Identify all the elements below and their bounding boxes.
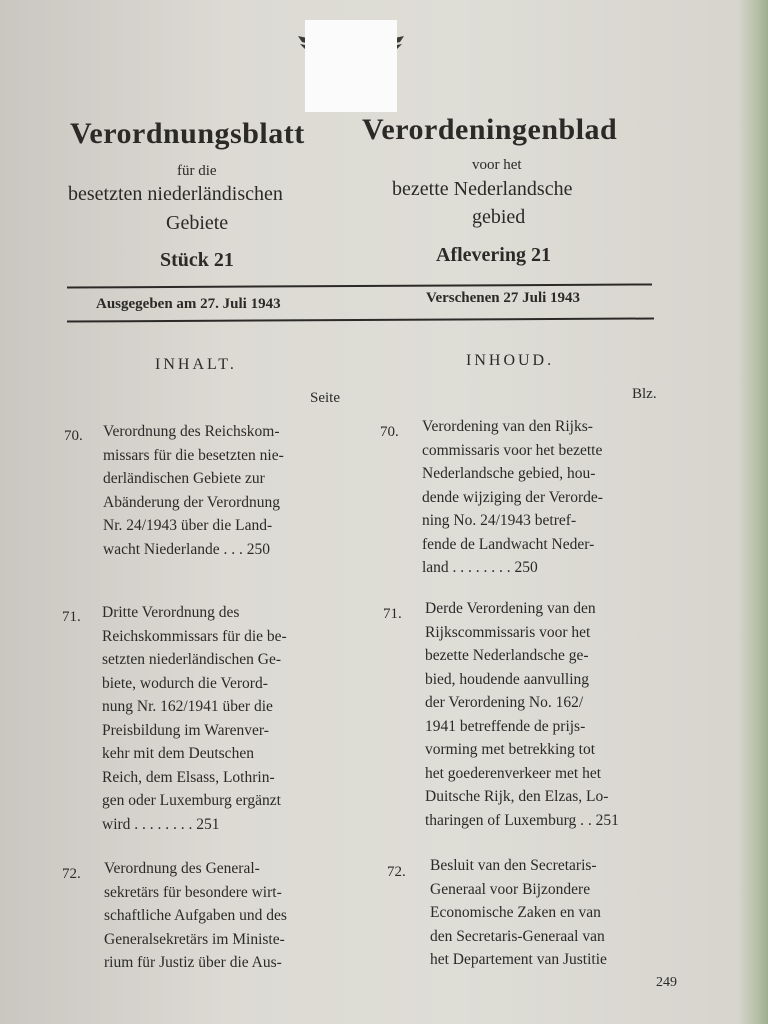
entry-line: het Departement van Justitie — [430, 951, 607, 968]
issue-dutch: Aflevering 21 — [436, 244, 551, 266]
entry-text-de — [103, 420, 347, 561]
entry-line: Besluit van den Secretaris- — [430, 857, 597, 874]
entry-line: land . . . . . . . . 250 — [422, 559, 538, 576]
entry-line: Duitsche Rijk, den Elzas, Lo- — [425, 788, 609, 805]
entry-line: derländischen Gebiete zur — [103, 470, 265, 487]
entry-line: wird . . . . . . . . 251 — [102, 815, 220, 833]
region-dutch-line1: bezette Nederlandsche — [392, 178, 573, 200]
entry-text-de — [102, 601, 350, 836]
entry-line: bezette Nederlandsche ge- — [425, 647, 589, 664]
page-edge — [738, 0, 768, 1024]
entry-line: Generalsekretärs im Ministe- — [104, 930, 285, 948]
region-german-line2: Gebiete — [166, 212, 229, 234]
entry-text-nl — [422, 415, 688, 580]
entry-line: commissaris voor het bezette — [422, 441, 603, 459]
entry-line: gen oder Luxemburg ergänzt — [102, 792, 281, 809]
contents-heading-dutch: INHOUD. — [466, 352, 555, 369]
page-label-german: Seite — [310, 390, 340, 406]
entry-line: wacht Niederlande . . . 250 — [103, 540, 270, 558]
entry-line: Abänderung der Verordnung — [103, 493, 281, 511]
entry-line: Reichskommissars für die be- — [102, 627, 287, 645]
entry-number-nl: 70. — [380, 424, 399, 440]
page-number: 249 — [656, 975, 677, 990]
entry-line: missars für die besetzten nie- — [103, 446, 284, 464]
title-dutch: Verordeningenblad — [362, 113, 618, 146]
entry-number-de: 70. — [64, 428, 83, 444]
entry-line: bied, houdende aanvulling — [425, 670, 589, 688]
entry-line: het goederenverkeer met het — [425, 764, 602, 782]
entry-line: nung Nr. 162/1941 über die — [102, 698, 273, 715]
entry-line: vorming met betrekking tot — [425, 741, 596, 758]
entry-line: Economische Zaken en van — [430, 904, 601, 921]
subtitle-dutch: voor het — [472, 157, 522, 173]
entry-line: fende de Landwacht Neder- — [422, 535, 595, 553]
entry-line: sekretärs für besondere wirt- — [104, 883, 282, 901]
entry-line: Rijkscommissaris voor het — [425, 623, 591, 641]
entry-line: dende wijziging der Verorde- — [422, 488, 603, 506]
entry-line: der Verordening No. 162/ — [425, 694, 584, 711]
contents-heading-german: INHALT. — [155, 356, 237, 373]
page-label-dutch: Blz. — [632, 386, 657, 402]
entry-line: 1941 betreffende de prijs- — [425, 717, 586, 735]
region-dutch-line2: gebied — [472, 206, 526, 228]
date-dutch: Verschenen 27 Juli 1943 — [426, 290, 581, 306]
entry-text-nl — [430, 854, 692, 972]
entry-line: ning No. 24/1943 betref- — [422, 512, 577, 529]
entry-line: schaftliche Aufgaben und des — [104, 907, 287, 924]
entry-line: setzten niederländischen Ge- — [102, 651, 282, 668]
issue-german: Stück 21 — [160, 249, 234, 271]
entry-line: kehr mit dem Deutschen — [102, 745, 254, 762]
subtitle-german: für die — [177, 163, 217, 179]
entry-line: tharingen of Luxemburg . . 251 — [425, 811, 619, 829]
entry-text-nl — [425, 597, 687, 832]
entry-number-nl: 72. — [387, 864, 406, 880]
entry-line: Verordening van den Rijks- — [422, 418, 593, 435]
entry-line: biete, wodurch die Verord- — [102, 674, 268, 692]
region-german-line1: besetzten niederländischen — [68, 183, 283, 205]
entry-line: Nederlandsche gebied, hou- — [422, 465, 596, 482]
entry-line: Verordnung des General- — [104, 860, 260, 877]
entry-number-de: 72. — [62, 866, 81, 882]
date-german: Ausgegeben am 27. Juli 1943 — [96, 296, 281, 312]
redaction-box — [305, 20, 397, 112]
title-german: Verordnungsblatt — [70, 117, 305, 150]
entry-number-de: 71. — [62, 609, 81, 625]
entry-line: Generaal voor Bijzondere — [430, 880, 591, 898]
entry-line: Derde Verordening van den — [425, 600, 596, 617]
entry-line: den Secretaris-Generaal van — [430, 927, 605, 945]
entry-line: Dritte Verordnung des — [102, 604, 240, 621]
entry-line: Preisbildung im Warenver- — [102, 721, 269, 739]
entry-line: Nr. 24/1943 über die Land- — [103, 517, 273, 534]
entry-line: rium für Justiz über die Aus- — [104, 954, 282, 971]
entry-line: Verordnung des Reichskom- — [103, 423, 280, 440]
entry-text-de — [104, 857, 352, 975]
entry-line: Reich, dem Elsass, Lothrin- — [102, 768, 275, 786]
entry-number-nl: 71. — [383, 606, 402, 622]
